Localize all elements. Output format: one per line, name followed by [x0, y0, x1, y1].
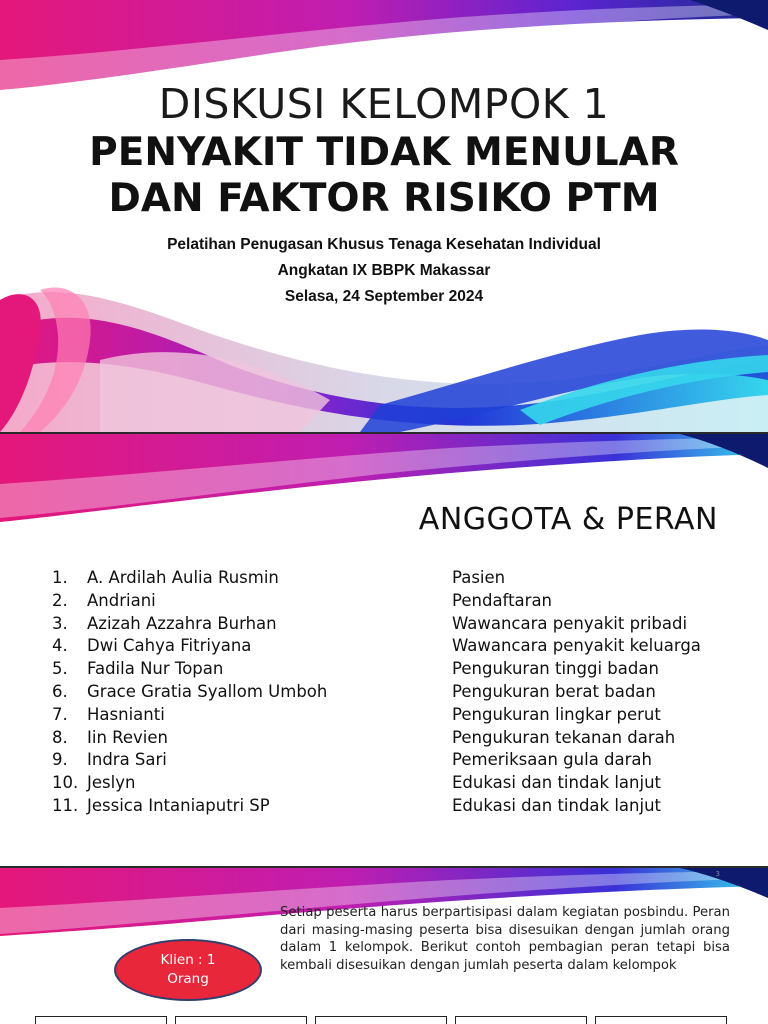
members-slide — [0, 434, 768, 866]
member-name: Hasnianti — [87, 704, 165, 724]
member-name: Grace Gratia Syallom Umboh — [87, 681, 328, 701]
member-role: Edukasi dan tindak lanjut — [452, 795, 662, 815]
member-role: Edukasi dan tindak lanjut — [452, 773, 662, 793]
klien-label-line-2: Orang — [167, 971, 209, 987]
role-box — [455, 1016, 587, 1024]
member-name: Andriani — [87, 590, 156, 610]
member-number: 3. — [52, 613, 68, 633]
slide-title-line-2: PENYAKIT TIDAK MENULAR — [89, 130, 679, 175]
role-box — [315, 1016, 447, 1024]
member-number: 10. — [52, 773, 79, 793]
member-number: 7. — [52, 704, 68, 724]
member-name: Iin Revien — [87, 727, 168, 747]
member-row — [52, 681, 742, 704]
member-number: 6. — [52, 681, 68, 701]
member-role: Pengukuran lingkar perut — [452, 704, 661, 724]
subtitle-line-2: Angkatan IX BBPK Makassar — [277, 262, 491, 279]
slide-title-line-1: DISKUSI KELOMPOK 1 — [158, 80, 610, 128]
section-heading: ANGGOTA & PERAN — [418, 502, 718, 537]
subtitle-line-1: Pelatihan Penugasan Khusus Tenaga Kesehatan Individual — [167, 236, 601, 253]
member-name: Jessica Intaniaputri SP — [87, 795, 270, 815]
member-row — [52, 658, 742, 681]
title-slide — [0, 0, 768, 432]
member-number: 1. — [52, 568, 68, 587]
member-name: A. Ardilah Aulia Rusmin — [87, 568, 279, 587]
member-name: Indra Sari — [87, 750, 167, 770]
member-number: 5. — [52, 659, 68, 679]
member-number: 11. — [52, 795, 79, 815]
role-box — [595, 1016, 727, 1024]
member-role: Pengukuran tinggi badan — [452, 659, 659, 679]
member-row — [52, 795, 742, 818]
member-row — [52, 727, 742, 750]
member-row — [52, 704, 742, 727]
member-name: Dwi Cahya Fitriyana — [87, 636, 252, 656]
member-row — [52, 613, 742, 636]
member-row — [52, 749, 742, 772]
member-name: Azizah Azzahra Burhan — [87, 613, 277, 633]
member-role-list — [52, 567, 742, 818]
page-number: 3 — [715, 870, 720, 878]
member-row — [52, 635, 742, 658]
role-box — [175, 1016, 307, 1024]
member-number: 8. — [52, 727, 68, 747]
member-role: Pengukuran tekanan darah — [452, 727, 676, 747]
role-box — [35, 1016, 167, 1024]
instruction-paragraph: Setiap peserta harus berpartisipasi dalam kegiatan posbindu. Peran dari masing-masing peserta bisa disesuikan dengan jumlah orang dalam 1 kelompok. Berikut contoh pembagian peran tetapi bisa kembali disesuikan dengan jumlah peserta dalam kelompok — [280, 905, 730, 973]
member-name: Jeslyn — [87, 773, 136, 793]
member-name: Fadila Nur Topan — [87, 659, 224, 679]
role-box-row — [35, 1016, 768, 1024]
slide-title-line-3: DAN FAKTOR RISIKO PTM — [108, 176, 660, 221]
member-row — [52, 567, 742, 590]
klien-label-line-1: Klien : 1 — [160, 952, 216, 968]
roles-slide — [0, 868, 768, 1024]
member-number: 9. — [52, 750, 68, 770]
member-number: 2. — [52, 590, 68, 610]
member-role: Pasien — [452, 568, 506, 587]
member-row — [52, 590, 742, 613]
member-role: Pengukuran berat badan — [452, 681, 656, 701]
member-role: Wawancara penyakit pribadi — [452, 613, 688, 633]
member-role: Pendaftaran — [452, 590, 553, 610]
klien-ellipse — [114, 939, 262, 1001]
member-role: Pemeriksaan gula darah — [452, 750, 652, 770]
member-role: Wawancara penyakit keluarga — [452, 636, 701, 656]
member-number: 4. — [52, 636, 68, 656]
member-row — [52, 772, 742, 795]
subtitle-line-3: Selasa, 24 September 2024 — [284, 288, 484, 305]
